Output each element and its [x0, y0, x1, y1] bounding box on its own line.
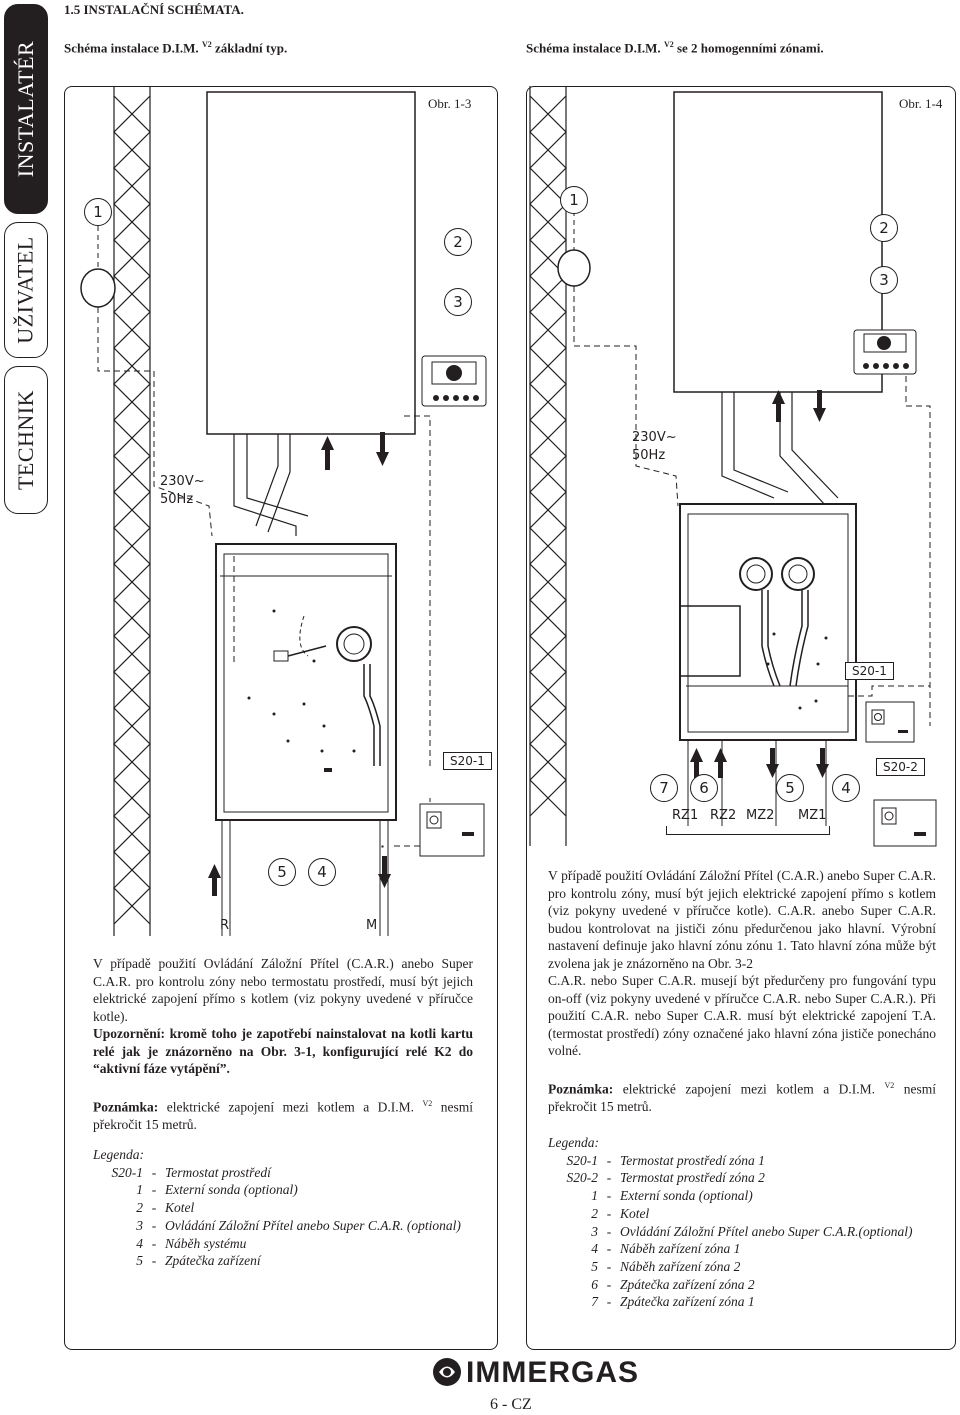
legend-dash: - [151, 1164, 157, 1180]
right-legend-item [548, 1276, 938, 1294]
left-legend-key: 5 [136, 1253, 143, 1269]
right-legend-text: Kotel [620, 1205, 650, 1221]
right-legend-key: 3 [591, 1223, 598, 1239]
right-legend-item [548, 1258, 938, 1276]
left-legend-text: Ovládání Záložní Přítel anebo Super C.A.R. (optional) [165, 1217, 461, 1233]
legend-dash: - [151, 1200, 157, 1216]
left-legend-title: Legenda: [93, 1147, 144, 1162]
right-flow2-arrow-down-icon [766, 748, 779, 778]
zone-label-mz2: MZ2 [746, 808, 775, 823]
right-legend [548, 1134, 938, 1311]
left-note-sup: V2 [422, 1098, 433, 1108]
right-legend-item [548, 1240, 938, 1258]
right-legend-key: 6 [591, 1276, 598, 1292]
right-car-controller-icon [854, 330, 916, 374]
right-legend-item [548, 1187, 938, 1205]
right-legend-text: Náběh zařízení zóna 1 [620, 1241, 741, 1257]
legend-dash: - [606, 1205, 612, 1221]
section-title: 1.5 INSTALAČNÍ SCHÉMATA. [64, 2, 244, 17]
right-legend-item [548, 1223, 938, 1241]
right-subtitle-post: se 2 homogenními zónami. [673, 40, 824, 56]
left-thermostat-label: S20-1 [443, 752, 492, 770]
right-legend-key: 4 [591, 1241, 598, 1257]
right-callout-4: 4 [832, 774, 860, 802]
right-note-label: Poznámka: [548, 1081, 614, 1096]
right-legend-text: Ovládání Záložní Přítel anebo Super C.A.R.(optional) [620, 1223, 913, 1239]
right-legend-text: Termostat prostředí zóna 2 [620, 1170, 765, 1186]
zone-label-rz1: RZ1 [672, 808, 699, 823]
right-legend-key: 7 [591, 1294, 598, 1310]
right-legend-item [548, 1205, 938, 1223]
brand-logo-text: IMMERGAS [466, 1356, 639, 1389]
legend-dash: - [606, 1294, 612, 1310]
left-legend-key: 3 [136, 1217, 143, 1233]
right-callout-7: 7 [650, 774, 678, 802]
left-pipe-m-label: M [366, 918, 378, 933]
left-callout-5: 5 [268, 858, 296, 886]
legend-dash: - [151, 1235, 157, 1251]
left-paragraph-1: V případě použití Ovládání Záložní Přítel (C.A.R.) anebo Super C.A.R. pro kontrolu zóny nebo termostatu prostředí, musí být jejich elektrické zapojení přímo s kotlem (viz pokyny uvedené v příručce kotle). [93, 956, 473, 1024]
right-legend-key: 2 [591, 1205, 598, 1221]
right-dim-unit [680, 504, 856, 740]
right-legend-text: Termostat prostředí zóna 1 [620, 1152, 765, 1168]
right-subtitle-sup: V2 [663, 40, 674, 49]
right-installation-diagram [526, 86, 954, 856]
left-legend-item [93, 1181, 483, 1199]
left-wall-lattice [114, 86, 150, 936]
right-legend-item [548, 1293, 938, 1311]
left-legend-item [93, 1164, 483, 1182]
right-room-thermostat-1-icon [866, 702, 914, 742]
left-legend-item [93, 1199, 483, 1217]
left-legend-text: Náběh systému [165, 1235, 247, 1251]
left-figure-label: Obr. 1-3 [428, 96, 472, 111]
right-callout-5: 5 [776, 774, 804, 802]
left-legend-text: Externí sonda (optional) [165, 1182, 298, 1198]
legend-dash: - [606, 1188, 612, 1204]
zone-label-bracket [666, 826, 830, 835]
right-legend-text: Zpátečka zařízení zóna 2 [620, 1276, 755, 1292]
right-callout-3: 3 [870, 266, 898, 294]
left-legend-item [93, 1217, 483, 1235]
right-callout-6: 6 [690, 774, 718, 802]
left-installation-diagram [64, 86, 496, 946]
left-supply-voltage: 230V~ [160, 474, 205, 489]
left-boiler-arrow-up-icon [321, 436, 334, 470]
left-legend-text: Zpátečka zařízení [165, 1253, 261, 1269]
legend-dash: - [606, 1241, 612, 1257]
right-thermostat-1-label: S20-1 [845, 662, 894, 680]
left-legend-key: 4 [136, 1235, 143, 1251]
tab-installer[interactable] [4, 4, 48, 214]
right-boiler-arrow-up-icon [772, 390, 785, 422]
tab-technician[interactable] [4, 366, 48, 514]
right-legend-text: Zpátečka zařízení zóna 1 [620, 1294, 755, 1310]
left-subtitle [64, 40, 287, 56]
left-pipe-r-label: R [220, 918, 230, 933]
tab-installer-label: INSTALATÉR [13, 40, 39, 178]
legend-dash: - [606, 1223, 612, 1239]
left-legend [93, 1146, 483, 1270]
legend-dash: - [606, 1276, 612, 1292]
right-legend-item [548, 1152, 938, 1170]
left-note-text: elektrické zapojení mezi kotlem a D.I.M. [158, 1099, 423, 1114]
right-supply-frequency: 50Hz [632, 448, 666, 463]
legend-dash: - [606, 1170, 612, 1186]
zone-label-mz1: MZ1 [798, 808, 827, 823]
right-legend-title: Legenda: [548, 1135, 599, 1150]
right-thermostat-2-label: S20-2 [876, 758, 925, 776]
tab-technician-label: TECHNIK [13, 389, 39, 491]
left-subtitle-post: základní typ. [211, 40, 288, 56]
right-text-block [548, 867, 936, 1115]
right-callout-2: 2 [870, 214, 898, 242]
left-note-end: nesmí překročit 15 metrů. [93, 1099, 474, 1132]
left-return-arrow-up-icon [208, 864, 221, 896]
right-legend-text: Externí sonda (optional) [620, 1188, 753, 1204]
tab-user-label: UŽIVATEL [13, 236, 38, 344]
right-legend-key: 5 [591, 1258, 598, 1274]
left-callout-2: 2 [444, 228, 472, 256]
left-warning: Upozornění: kromě toho je zapotřebí nainstalovat na kotli kartu relé jak je znázorněno na Obr. 3-1, konfigurující relé K2 do “aktivní fáze vytápění”. [93, 1026, 473, 1076]
right-room-thermostat-2-icon [874, 800, 936, 846]
left-room-thermostat-icon [420, 804, 484, 856]
right-legend-key: 1 [591, 1188, 598, 1204]
legend-dash: - [606, 1258, 612, 1274]
right-callout-1: 1 [560, 186, 588, 214]
left-note-label: Poznámka: [93, 1099, 159, 1114]
right-paragraph-2: C.A.R. nebo Super C.A.R. musejí být předurčeny pro fungování typu on-off (viz pokyny uvedené v příručce C.A.R. nebo Super C.A.R.). Při použití C.A.R. nebo Super C.A.R. musí být elektrické zapojení T.A. (termostat prostředí) zóny označené jako hlavní zóna jističe ponecháno volné. [548, 973, 936, 1058]
left-legend-text: Termostat prostředí [165, 1164, 271, 1180]
right-legend-key: S20-2 [566, 1170, 598, 1186]
left-legend-item [93, 1252, 483, 1270]
left-external-sensor-icon [81, 269, 115, 307]
left-text-block [93, 955, 473, 1133]
immergas-logo-icon [432, 1357, 462, 1387]
left-boiler-arrow-down-icon [376, 432, 389, 466]
left-subtitle-sup: V2 [201, 40, 212, 49]
left-callout-3: 3 [444, 288, 472, 316]
right-note-end: nesmí překročit 15 metrů. [548, 1081, 937, 1114]
right-return2-arrow-up-icon [714, 748, 727, 778]
right-boiler [674, 92, 882, 392]
left-legend-key: S20-1 [111, 1164, 143, 1180]
legend-dash: - [606, 1152, 612, 1168]
left-legend-text: Kotel [165, 1200, 195, 1216]
legend-dash: - [151, 1182, 157, 1198]
right-figure-label: Obr. 1-4 [899, 96, 943, 111]
left-legend-item [93, 1235, 483, 1253]
right-flow1-arrow-down-icon [816, 748, 829, 778]
right-note-sup: V2 [884, 1080, 895, 1090]
left-callout-4: 4 [308, 858, 336, 886]
left-dim-unit [216, 544, 396, 847]
left-car-controller-icon [422, 356, 486, 406]
right-legend-key: S20-1 [566, 1152, 598, 1168]
right-supply-voltage: 230V~ [632, 430, 677, 445]
legend-dash: - [151, 1217, 157, 1233]
right-subtitle [526, 40, 824, 56]
right-legend-text: Náběh zařízení zóna 2 [620, 1258, 741, 1274]
left-boiler [207, 92, 415, 434]
page-number: 6 - CZ [490, 1396, 532, 1413]
zone-label-rz2: RZ2 [710, 808, 737, 823]
left-callout-1: 1 [84, 198, 112, 226]
tab-user[interactable] [4, 222, 48, 358]
legend-dash: - [151, 1253, 157, 1269]
left-supply-frequency: 50Hz [160, 492, 194, 507]
left-legend-key: 1 [136, 1182, 143, 1198]
right-note [548, 1077, 936, 1116]
right-boiler-arrow-down-icon [813, 390, 826, 422]
left-note [93, 1095, 473, 1134]
left-subtitle-pre: Schéma instalace D.I.M. [64, 40, 202, 56]
right-paragraph-1: V případě použití Ovládání Záložní Přítel (C.A.R.) anebo Super C.A.R. pro kontrolu zóny, musí být jejich elektrické zapojení přímo s kotlem (viz pokyny uvedené v příručce kotle). C.A.R. anebo Super C.A.R. budou kontrolovat na jističi zónu předurčenou jako hlavní. Výrobní nastavení definuje jako hlavní zónu zónu 1. Tato hlavní zóna může být zvolena jak je znázorněno na Obr. 3-2 [548, 868, 936, 971]
left-legend-key: 2 [136, 1200, 143, 1216]
right-subtitle-pre: Schéma instalace D.I.M. [526, 40, 664, 56]
right-note-text: elektrické zapojení mezi kotlem a D.I.M. [613, 1081, 885, 1096]
right-legend-item [548, 1169, 938, 1187]
right-external-sensor-icon [558, 250, 590, 286]
